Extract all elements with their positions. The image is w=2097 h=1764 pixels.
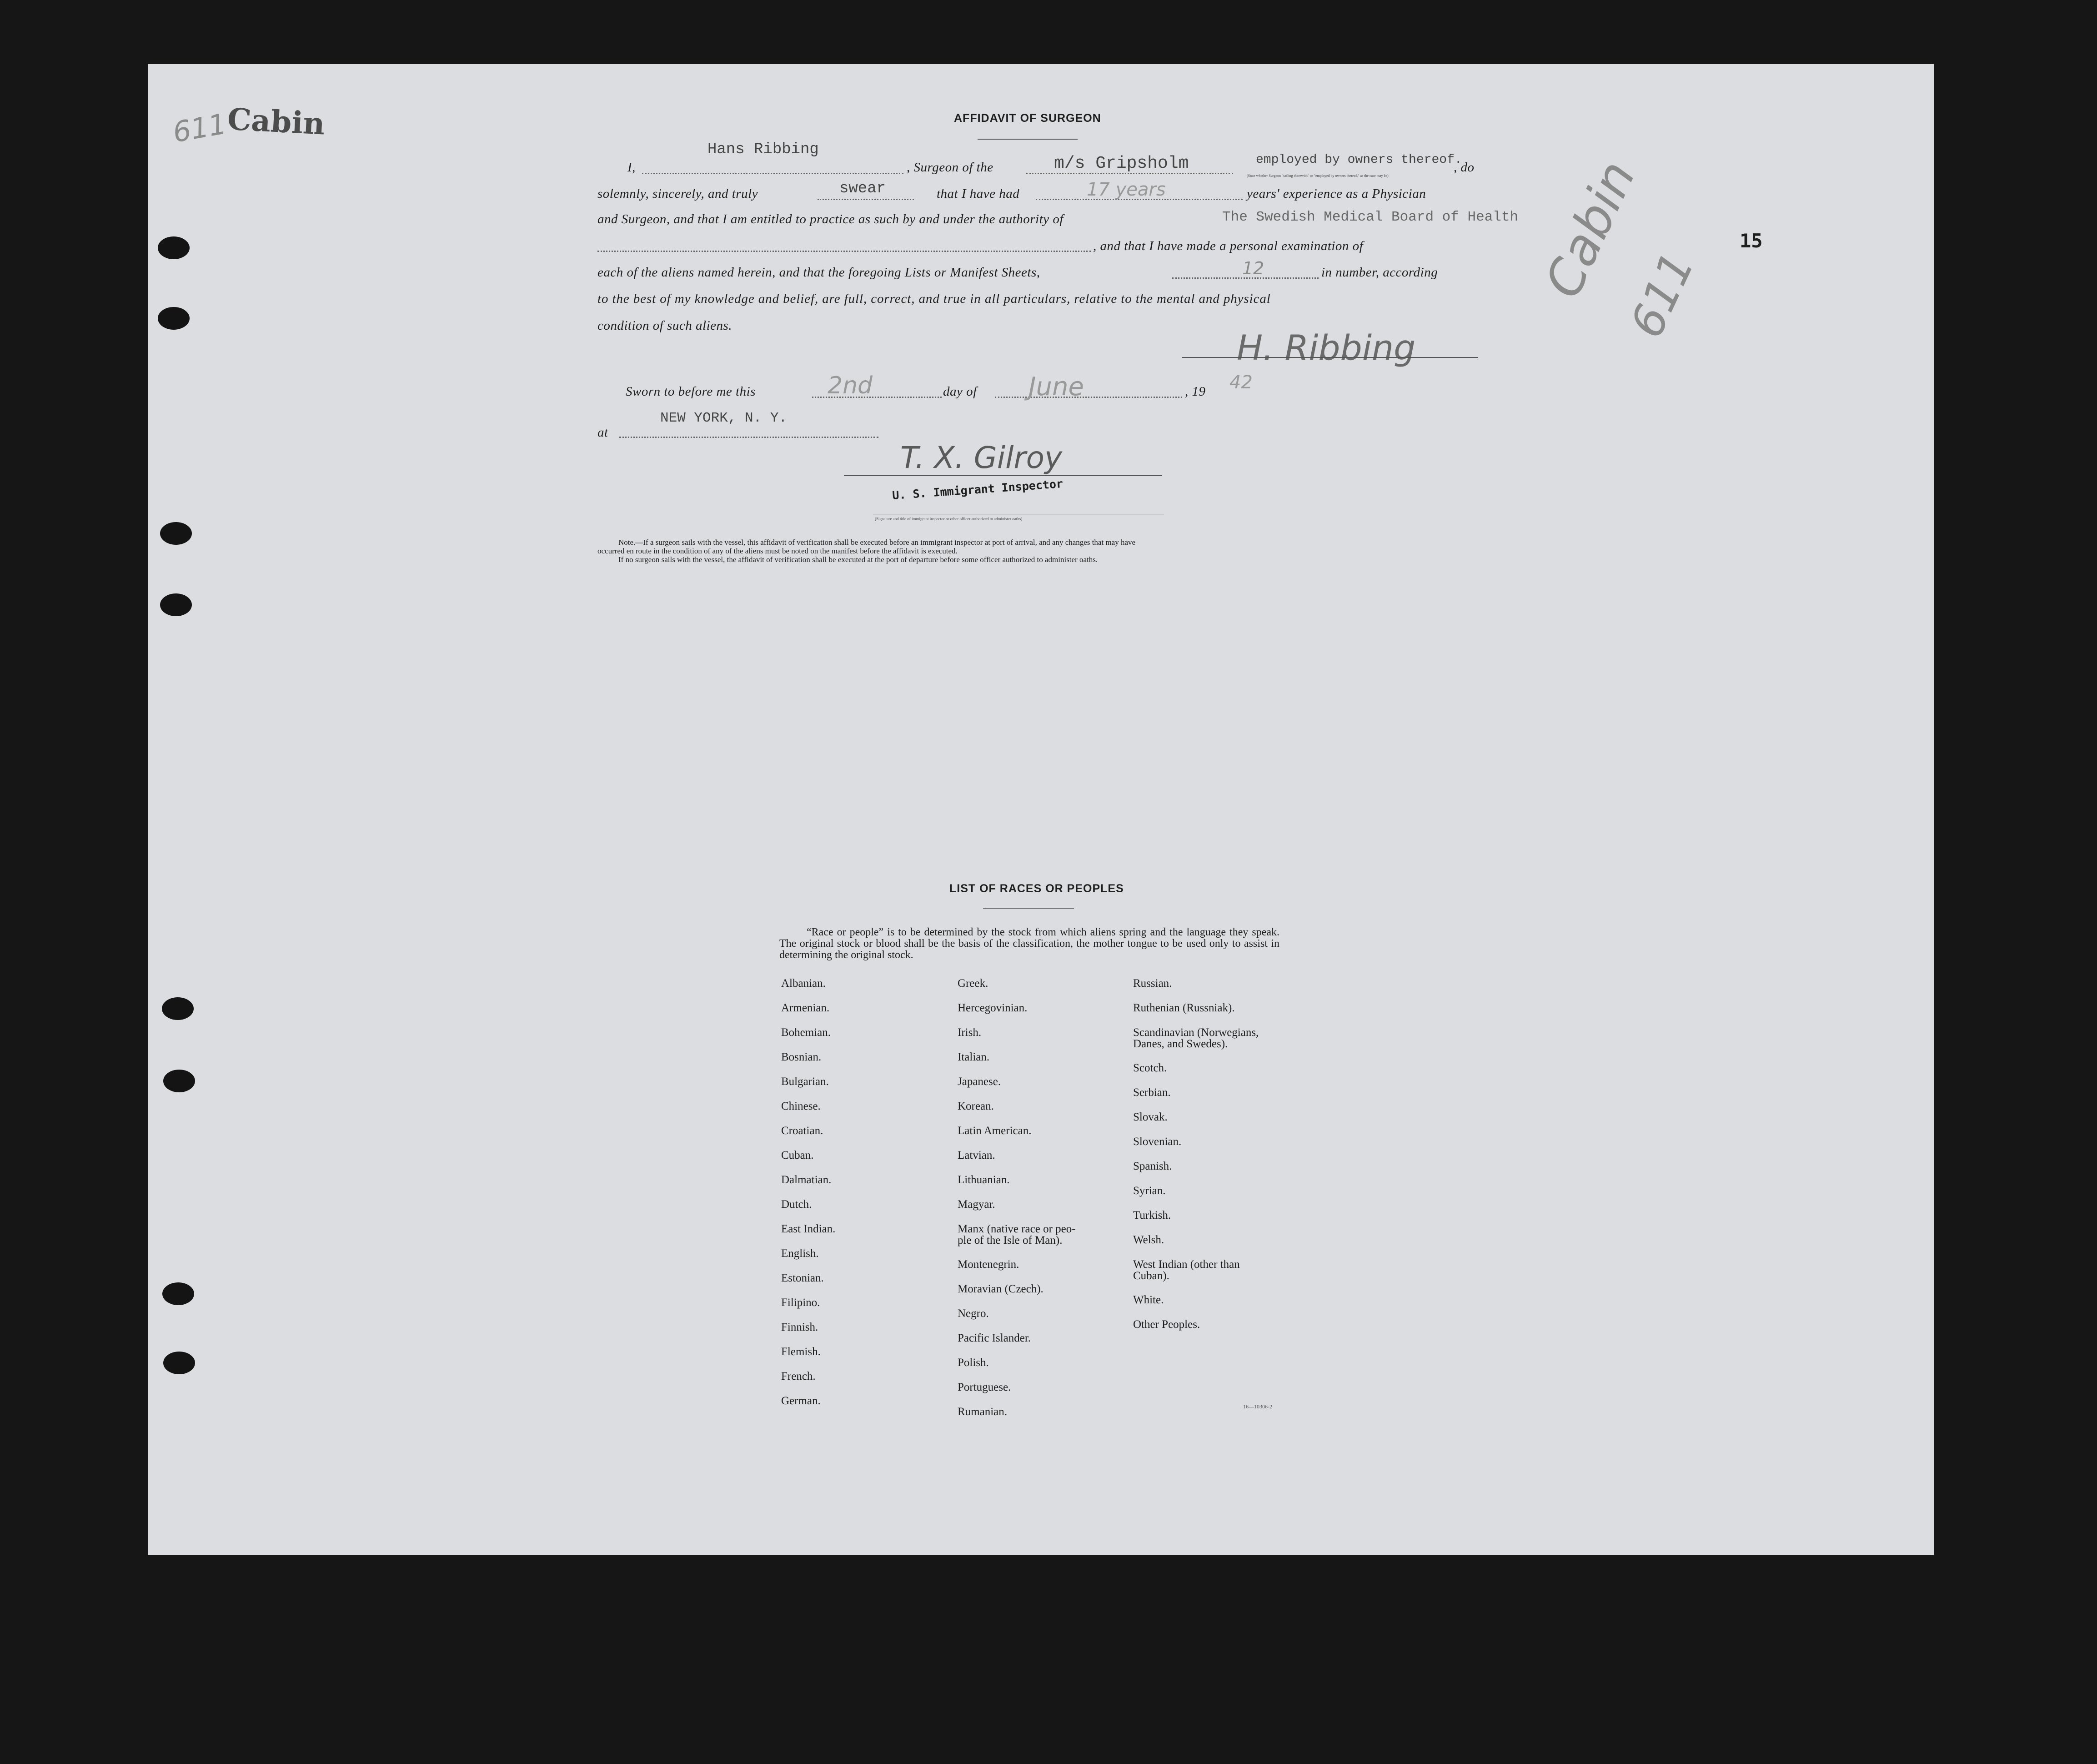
surgeon-signature: H. Ribbing [1237,327,1416,368]
race-item: Flemish. [781,1346,821,1358]
race-item: English. [781,1247,819,1260]
races-column-2 [958,978,1121,1431]
cabin-stamp: Cabin [226,101,326,142]
race-item: Slovenian. [1133,1136,1182,1148]
handwritten-number-right: 611 [1620,244,1705,346]
race-item: Welsh. [1133,1234,1164,1246]
affidavit-line-1d: , do [1454,160,1475,175]
years-experience: 17 years [1087,179,1166,200]
affidavit-title: AFFIDAVIT OF SURGEON [954,112,1101,125]
note-line-1: Note.—If a surgeon sails with the vessel, this affidavit of verification shall be executed before an immigrant inspector at port of arrival, and any changes that may have [618,538,1136,547]
affidavit-line-1b: , Surgeon of the [907,160,993,175]
race-item: German. [781,1395,821,1407]
race-item: Scandinavian (Norwegians, Danes, and Swedes). [1133,1026,1259,1050]
oath-word: swear [839,180,886,197]
race-item: West Indian (other than Cuban). [1133,1258,1240,1282]
race-item: Scotch. [1133,1062,1167,1074]
note-line-3: If no surgeon sails with the vessel, the affidavit of verification shall be executed at the port of departure before some officer authorized to administer oaths. [618,555,1098,564]
race-item: Magyar. [958,1198,995,1211]
race-item: Syrian. [1133,1185,1166,1197]
affidavit-line-5b: in number, according [1321,265,1438,280]
race-item: Japanese. [958,1075,1001,1088]
race-item: Bosnian. [781,1051,822,1063]
race-item: Montenegrin. [958,1258,1019,1271]
race-item: Latvian. [958,1149,995,1161]
race-item: Pacific Islander. [958,1332,1031,1344]
inspector-title: U. S. Immigrant Inspector [892,477,1064,503]
race-item: Chinese. [781,1100,821,1112]
sworn-month: June [1028,372,1084,402]
sworn-text: Sworn to before me this [626,384,756,399]
race-item: Bulgarian. [781,1075,829,1088]
punch-hole [162,997,194,1020]
race-item: Portuguese. [958,1381,1011,1393]
races-intro: “Race or people” is to be determined by the stock from which aliens spring and the language they speak. The original stock or blood shall be the basis of the classification, the mother tongue to be used only to assist in determining the original stock. [779,926,1279,961]
race-item: Albanian. [781,977,826,990]
affidavit-line-1a: I, [627,160,636,175]
race-item: Irish. [958,1026,982,1039]
race-item: Slovak. [1133,1111,1168,1123]
inspector-signature-hint: (Signature and title of immigrant inspector or other officer authorized to administer oaths) [875,517,1023,521]
race-item: East Indian. [781,1223,836,1235]
race-item: Latin American. [958,1125,1032,1137]
race-item: Cuban. [781,1149,814,1161]
affidavit-line-7: condition of such aliens. [597,318,732,333]
race-item: Finnish. [781,1321,818,1333]
page-number: 15 [1740,230,1763,252]
race-item: Bohemian. [781,1026,831,1039]
race-item: Dutch. [781,1198,812,1211]
sworn-day: 2nd [828,372,873,399]
race-item: White. [1133,1294,1164,1306]
races-column-3 [1133,978,1324,1343]
race-item: Manx (native race or peo- ple of the Isle of Man). [958,1223,1076,1246]
race-item: Serbian. [1133,1086,1171,1099]
race-item: Filipino. [781,1297,820,1309]
sworn-at: at [597,425,608,440]
note-line-2: occurred en route in the condition of any of the aliens must be noted on the manifest before the affidavit is executed. [597,547,958,555]
race-item: Turkish. [1133,1209,1171,1221]
sheet-count: 12 [1242,258,1264,278]
race-item: Croatian. [781,1125,823,1137]
race-item: Russian. [1133,977,1172,990]
sworn-place: NEW YORK, N. Y. [660,410,788,426]
affidavit-line-2b: that I have had [937,186,1020,201]
affidavit-line-6: to the best of my knowledge and belief, are full, correct, and true in all particulars, relative to the mental and physical [597,291,1271,306]
vessel-name: m/s Gripsholm [1054,154,1189,173]
affidavit-line-5a: each of the aliens named herein, and that the foregoing Lists or Manifest Sheets, [597,265,1040,280]
inspector-signature: T. X. Gilroy [900,440,1063,475]
affidavit-line-2c: years' experience as a Physician [1247,186,1426,201]
race-item: Dalmatian. [781,1174,832,1186]
punch-hole [163,1070,195,1092]
handwritten-cabin-note: Cabin [1533,152,1647,307]
race-item: Korean. [958,1100,994,1112]
punch-hole [162,1282,194,1305]
race-item: Rumanian. [958,1406,1008,1418]
race-item: French. [781,1370,816,1382]
race-item: Italian. [958,1051,990,1063]
surgeon-name: Hans Ribbing [707,141,819,158]
punch-hole [160,522,192,545]
handwritten-number-left: 611 [170,107,229,149]
sworn-year: 42 [1229,372,1253,393]
race-item: Lithuanian. [958,1174,1010,1186]
form-number: 16—10306-2 [1243,1403,1272,1410]
race-item: Hercegovinian. [958,1002,1028,1014]
punch-hole [160,593,192,616]
race-item: Greek. [958,977,988,990]
race-item: Spanish. [1133,1160,1172,1172]
race-item: Other Peoples. [1133,1318,1200,1331]
affidavit-line-2a: solemnly, sincerely, and truly [597,186,758,201]
punch-hole [163,1352,195,1374]
employment-hint: (State whether Surgeon "sailing therewith" or "employed by owners thereof," as the case may be) [1247,174,1389,178]
race-item: Polish. [958,1357,989,1369]
races-column-1 [781,978,945,1420]
races-title: LIST OF RACES OR PEOPLES [949,882,1124,895]
sworn-day-of: day of [943,384,977,399]
punch-hole [158,236,190,259]
race-item: Ruthenian (Russniak). [1133,1002,1235,1014]
affidavit-line-3a: and Surgeon, and that I am entitled to practice as such by and under the authority of [597,212,1064,226]
punch-hole [158,307,190,330]
race-item: Estonian. [781,1272,824,1284]
affidavit-line-4: , and that I have made a personal examination of [1093,239,1364,253]
race-item: Moravian (Czech). [958,1283,1043,1295]
employment: employed by owners thereof. [1256,153,1462,167]
licensing-authority: The Swedish Medical Board of Health [1222,209,1519,225]
sworn-year-prefix: , 19 [1185,384,1206,399]
race-item: Negro. [958,1307,989,1320]
race-item: Armenian. [781,1002,830,1014]
